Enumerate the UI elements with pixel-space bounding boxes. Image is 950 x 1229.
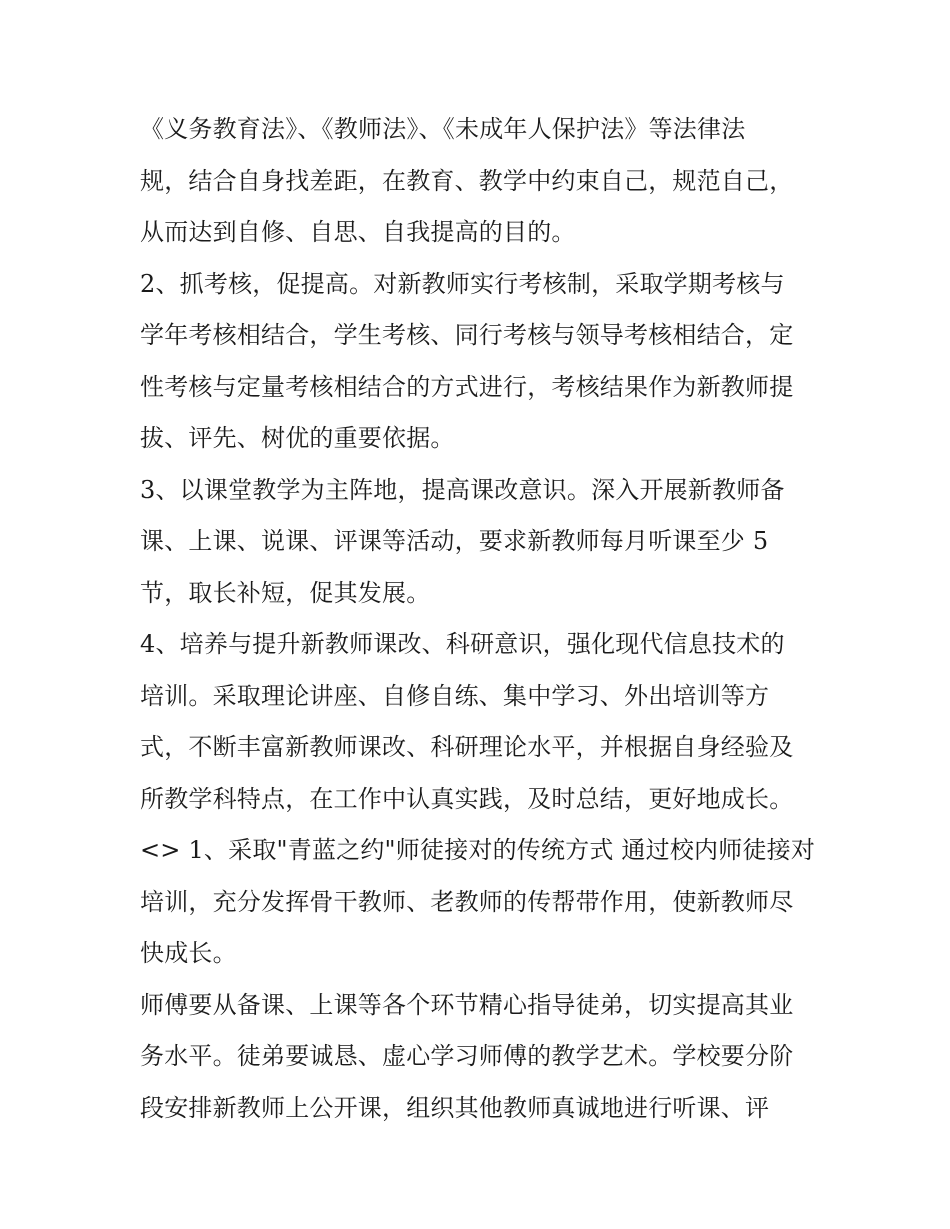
text-line: 3、以课堂教学为主阵地，提高课改意识。深入开展新教师备 xyxy=(140,475,785,504)
text-line: 师傅要从备课、上课等各个环节精心指导徒弟，切实提高其业 xyxy=(140,990,794,1019)
document-body xyxy=(140,104,820,1134)
text-line: 节，取长补短，促其发展。 xyxy=(140,578,431,607)
text-line: 务水平。徒弟要诚恳、虚心学习师傅的教学艺术。学校要分阶 xyxy=(140,1042,794,1070)
text-line: <> 1、采取"青蓝之约"师徒接对的传统方式 通过校内师徒接对 xyxy=(140,836,816,864)
text-line: 培训。采取理论讲座、自修自练、集中学习、外出培训等方 xyxy=(140,681,770,710)
text-line: 性考核与定量考核相结合的方式进行，考核结果作为新教师提 xyxy=(140,372,794,401)
text-line: 课、上课、说课、评课等活动，要求新教师每月听课至少 5 xyxy=(140,527,769,555)
text-line: 《义务教育法》、《教师法》、《未成年人保护法》等法律法 xyxy=(140,115,746,143)
text-line: 4、培养与提升新教师课改、科研意识，强化现代信息技术的 xyxy=(140,630,785,658)
text-line: 快成长。 xyxy=(140,939,237,967)
text-line: 培训，充分发挥骨干教师、老教师的传帮带作用，使新教师尽 xyxy=(140,887,794,916)
text-line: 所教学科特点，在工作中认真实践，及时总结，更好地成长。 xyxy=(140,784,794,813)
text-line: 学年考核相结合，学生考核、同行考核与领导考核相结合，定 xyxy=(140,321,794,349)
text-line: 拔、评先、树优的重要依据。 xyxy=(140,424,455,452)
text-line: 从而达到自修、自思、自我提高的目的。 xyxy=(140,218,576,246)
text-line: 式，不断丰富新教师课改、科研理论水平，并根据自身经验及 xyxy=(140,733,794,761)
text-line: 规，结合自身找差距，在教育、教学中约束自己，规范自己， xyxy=(140,166,794,195)
text-line: 2、抓考核，促提高。对新教师实行考核制，采取学期考核与 xyxy=(140,269,785,298)
text-line: 段安排新教师上公开课，组织其他教师真诚地进行听课、评 xyxy=(140,1093,770,1122)
